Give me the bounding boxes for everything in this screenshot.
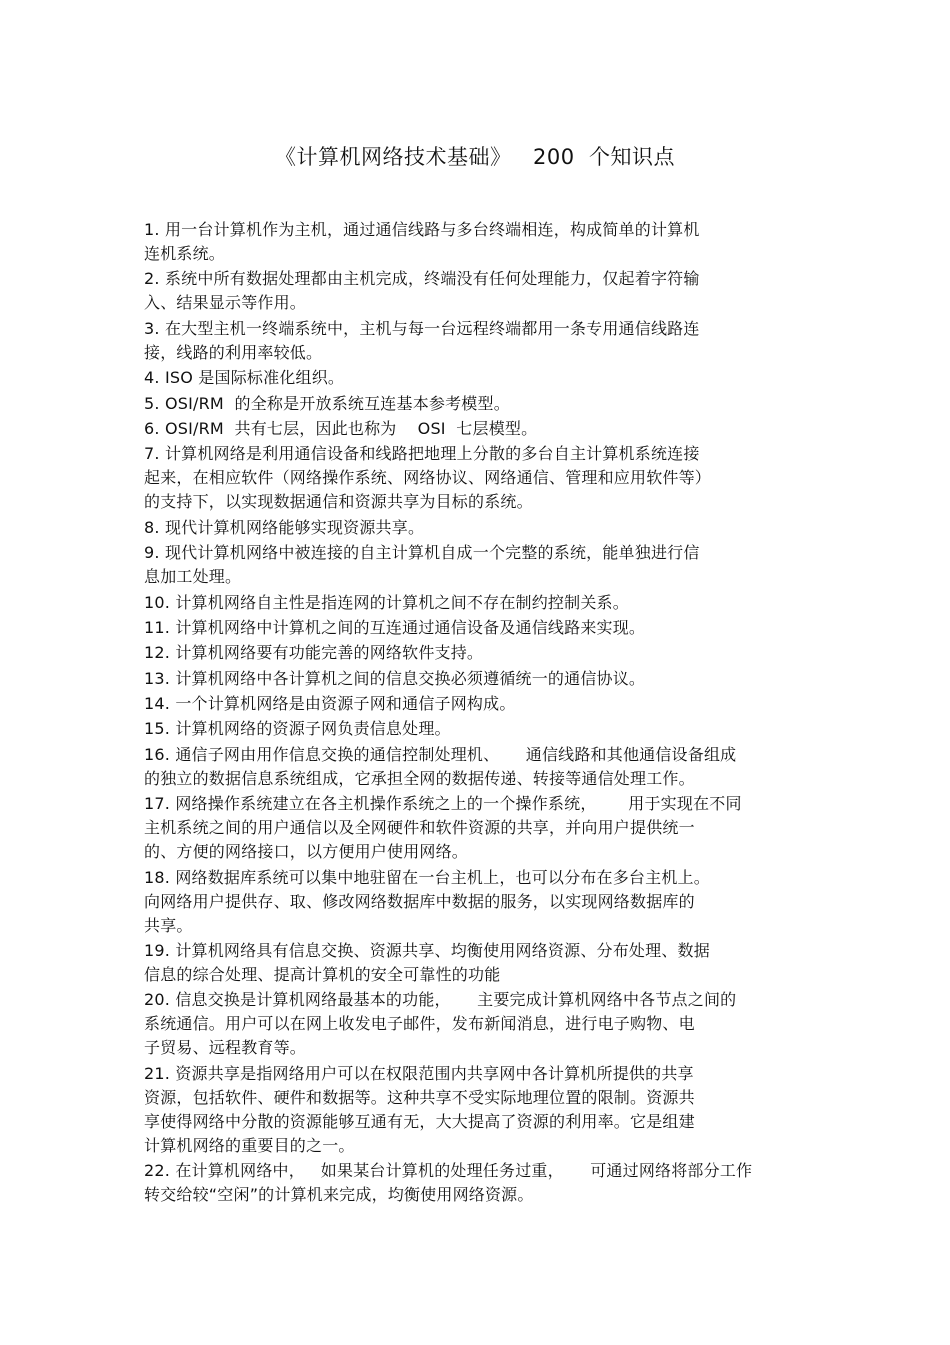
knowledge-point-line: 共享。	[144, 915, 193, 935]
knowledge-point-line: 信息的综合处理、提高计算机的安全可靠性的功能	[144, 965, 501, 985]
knowledge-point-line: 的独立的数据信息系统组成，它承担全网的数据传递、转接等通信处理工作。	[144, 768, 695, 788]
knowledge-point-item	[144, 939, 824, 987]
knowledge-point-item	[144, 366, 824, 390]
knowledge-point-item	[144, 541, 824, 589]
knowledge-point-line: 计算机网络的重要目的之一。	[144, 1135, 355, 1155]
knowledge-point-line: 转交给较“空闲”的计算机来完成，均衡使用网络资源。	[144, 1185, 534, 1205]
knowledge-point-line: 接，线路的利用率较低。	[144, 342, 323, 362]
knowledge-point-line: 10. 计算机网络自主性是指连网的计算机之间不存在制约控制关系。	[144, 592, 629, 612]
knowledge-point-item	[144, 616, 824, 640]
knowledge-point-item	[144, 743, 824, 791]
knowledge-point-line: 资源，包括软件、硬件和数据等。这种共享不受实际地理位置的限制。资源共	[144, 1087, 695, 1107]
knowledge-point-line: 11. 计算机网络中计算机之间的互连通过通信设备及通信线路来实现。	[144, 617, 646, 637]
knowledge-point-line: 14. 一个计算机网络是由资源子网和通信子网构成。	[144, 694, 516, 714]
knowledge-point-line: 的支持下，以实现数据通信和资源共享为目标的系统。	[144, 492, 533, 512]
knowledge-point-line: 22. 在计算机网络中， 如果某台计算机的处理任务过重， 可通过网络将部分工作	[144, 1161, 753, 1181]
knowledge-point-line: 息加工处理。	[144, 567, 242, 587]
knowledge-point-item	[144, 317, 824, 365]
knowledge-point-item	[144, 692, 824, 716]
knowledge-point-line: 6. OSI/RM 共有七层，因此也称为 OSI 七层模型。	[144, 418, 538, 438]
knowledge-point-line: 8. 现代计算机网络能够实现资源共享。	[144, 517, 425, 537]
knowledge-point-line: 子贸易、远程教育等。	[144, 1038, 307, 1058]
knowledge-point-item	[144, 591, 824, 615]
knowledge-point-item	[144, 667, 824, 691]
knowledge-point-line: 4. ISO 是国际标准化组织。	[144, 368, 345, 388]
knowledge-point-line: 2. 系统中所有数据处理都由主机完成，终端没有任何处理能力，仅起着字符输	[144, 269, 700, 289]
knowledge-point-line: 起来，在相应软件（网络操作系统、网络协议、网络通信、管理和应用软件等）	[144, 468, 712, 488]
knowledge-point-item	[144, 218, 824, 266]
knowledge-point-line: 18. 网络数据库系统可以集中地驻留在一台主机上，也可以分布在多台主机上。	[144, 867, 710, 887]
knowledge-point-line: 9. 现代计算机网络中被连接的自主计算机自成一个完整的系统，能单独进行信	[144, 543, 700, 563]
knowledge-point-item	[144, 267, 824, 315]
knowledge-point-line: 5. OSI/RM 的全称是开放系统互连基本参考模型。	[144, 393, 510, 413]
knowledge-point-item	[144, 988, 824, 1060]
knowledge-point-line: 的、方便的网络接口，以方便用户使用网络。	[144, 842, 469, 862]
knowledge-point-item	[144, 516, 824, 540]
knowledge-point-line: 向网络用户提供存、取、修改网络数据库中数据的服务，以实现网络数据库的	[144, 891, 695, 911]
knowledge-point-item	[144, 792, 824, 864]
knowledge-point-item	[144, 1062, 824, 1158]
knowledge-point-line: 13. 计算机网络中各计算机之间的信息交换必须遵循统一的通信协议。	[144, 668, 646, 688]
knowledge-point-line: 12. 计算机网络要有功能完善的网络软件支持。	[144, 643, 484, 663]
knowledge-point-item	[144, 641, 824, 665]
knowledge-point-line: 21. 资源共享是指网络用户可以在权限范围内共享网中各计算机所提供的共享	[144, 1063, 694, 1083]
knowledge-point-line: 主机系统之间的用户通信以及全网硬件和软件资源的共享，并向用户提供统一	[144, 818, 695, 838]
knowledge-point-line: 20. 信息交换是计算机网络最基本的功能， 主要完成计算机网络中各节点之间的	[144, 990, 737, 1010]
knowledge-point-item	[144, 442, 824, 514]
knowledge-point-line: 1. 用一台计算机作为主机，通过通信线路与多台终端相连，构成简单的计算机	[144, 220, 700, 239]
knowledge-point-line: 17. 网络操作系统建立在各主机操作系统之上的一个操作系统， 用于实现在不同	[144, 794, 742, 814]
knowledge-point-line: 系统通信。用户可以在网上收发电子邮件，发布新闻消息，进行电子购物、电	[144, 1014, 695, 1034]
knowledge-point-line: 19. 计算机网络具有信息交换、资源共享、均衡使用网络资源、分布处理、数据	[144, 941, 710, 961]
knowledge-point-line: 享使得网络中分散的资源能够互通有无，大大提高了资源的利用率。它是组建	[144, 1111, 695, 1131]
knowledge-point-line: 7. 计算机网络是利用通信设备和线路把地理上分散的多台自主计算机系统连接	[144, 444, 700, 464]
knowledge-point-line: 3. 在大型主机一终端系统中，主机与每一台远程终端都用一条专用通信线路连	[144, 318, 700, 338]
knowledge-point-item	[144, 392, 824, 416]
knowledge-point-list	[144, 218, 824, 1209]
knowledge-point-item	[144, 417, 824, 441]
page-title: 《计算机网络技术基础》 200 个知识点	[275, 145, 675, 169]
knowledge-point-line: 15. 计算机网络的资源子网负责信息处理。	[144, 719, 451, 739]
knowledge-point-item	[144, 866, 824, 938]
knowledge-point-line: 入、结果显示等作用。	[144, 293, 307, 313]
knowledge-point-item	[144, 717, 824, 741]
knowledge-point-line: 16. 通信子网由用作信息交换的通信控制处理机、 通信线路和其他通信设备组成	[144, 744, 737, 764]
knowledge-point-item	[144, 1159, 824, 1207]
knowledge-point-line: 连机系统。	[144, 244, 226, 263]
